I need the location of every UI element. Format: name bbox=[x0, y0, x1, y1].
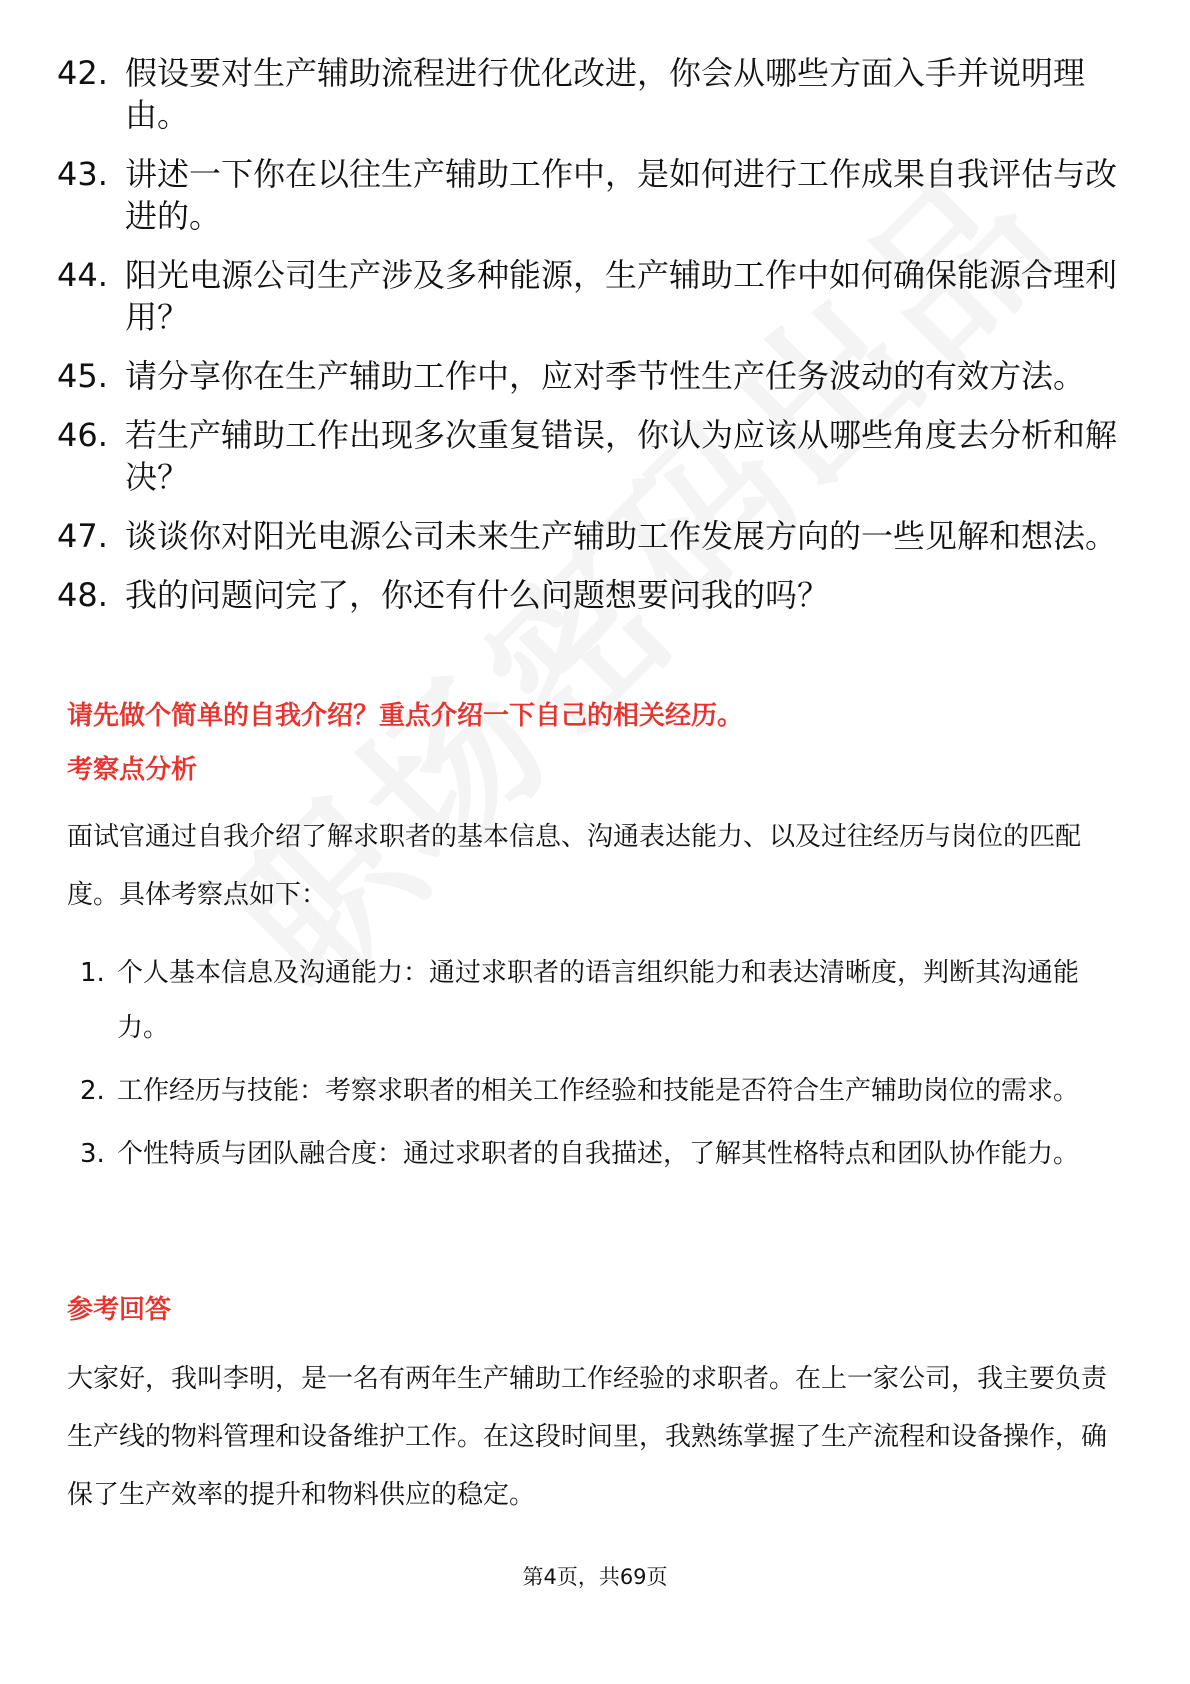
question-text: 阳光电源公司生产涉及多种能源，生产辅助工作中如何确保能源合理利用？ bbox=[125, 256, 1118, 336]
analysis-point bbox=[80, 1064, 1130, 1119]
answer-text: 大家好，我叫李明，是一名有两年生产辅助工作经验的求职者。在上一家公司，我主要负责生产线的物料管理和设备维护工作。在这段时间里，我熟练掌握了生产流程和设备操作，确保了生产效率的提升和物料供应的稳定。 bbox=[67, 1364, 1108, 1510]
page-number: 第4页，共69页 bbox=[522, 1565, 668, 1589]
question-list bbox=[57, 52, 1137, 633]
analysis-point-number: 2. bbox=[80, 1076, 105, 1106]
question-item bbox=[57, 153, 1137, 237]
question-text: 假设要对生产辅助流程进行优化改进，你会从哪些方面入手并说明理由。 bbox=[125, 54, 1086, 134]
question-title: 请先做个简单的自我介绍？重点介绍一下自己的相关经历。 bbox=[67, 701, 744, 731]
question-number: 46. bbox=[57, 416, 108, 454]
question-number: 42. bbox=[57, 54, 108, 92]
question-item bbox=[57, 355, 1137, 397]
analysis-points bbox=[80, 946, 1130, 1190]
question-text: 请分享你在生产辅助工作中，应对季节性生产任务波动的有效方法。 bbox=[125, 357, 1086, 395]
question-text: 讲述一下你在以往生产辅助工作中，是如何进行工作成果自我评估与改进的。 bbox=[125, 155, 1118, 235]
question-item bbox=[57, 414, 1137, 498]
analysis-point-number: 3. bbox=[80, 1139, 105, 1169]
question-item bbox=[57, 52, 1137, 136]
analysis-point-number: 1. bbox=[80, 958, 105, 988]
question-number: 43. bbox=[57, 155, 108, 193]
question-number: 48. bbox=[57, 576, 108, 614]
analysis-intro: 面试官通过自我介绍了解求职者的基本信息、沟通表达能力、以及过往经历与岗位的匹配度。具体考察点如下： bbox=[67, 822, 1082, 910]
question-text: 我的问题问完了，你还有什么问题想要问我的吗？ bbox=[125, 576, 830, 614]
analysis-point-text: 工作经历与技能：考察求职者的相关工作经验和技能是否符合生产辅助岗位的需求。 bbox=[117, 1076, 1080, 1106]
analysis-point bbox=[80, 1127, 1130, 1182]
question-item bbox=[57, 574, 1137, 616]
analysis-point-text: 个性特质与团队融合度：通过求职者的自我描述，了解其性格特点和团队协作能力。 bbox=[117, 1139, 1080, 1169]
analysis-heading: 考察点分析 bbox=[67, 755, 198, 785]
question-number: 44. bbox=[57, 256, 108, 294]
analysis-point-text: 个人基本信息及沟通能力：通过求职者的语言组织能力和表达清晰度，判断其沟通能力。 bbox=[117, 958, 1080, 1043]
question-text: 谈谈你对阳光电源公司未来生产辅助工作发展方向的一些见解和想法。 bbox=[125, 517, 1118, 555]
question-text: 若生产辅助工作出现多次重复错误，你认为应该从哪些角度去分析和解决？ bbox=[125, 416, 1118, 496]
answer-heading: 参考回答 bbox=[67, 1295, 172, 1325]
analysis-point bbox=[80, 946, 1130, 1056]
question-item bbox=[57, 515, 1137, 557]
question-number: 47. bbox=[57, 517, 108, 555]
question-item bbox=[57, 254, 1137, 338]
question-number: 45. bbox=[57, 357, 108, 395]
